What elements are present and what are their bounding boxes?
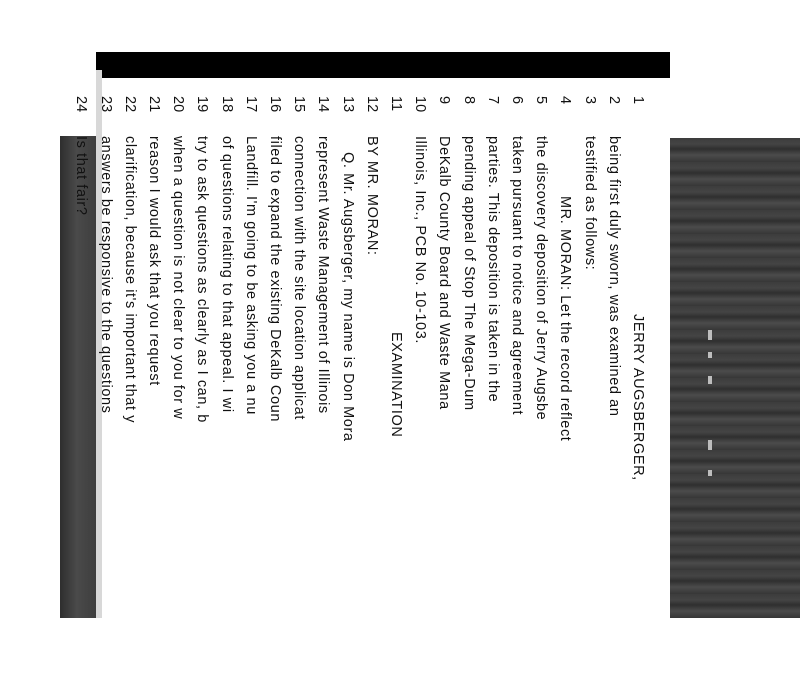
- line-text: try to ask questions as clearly as I can, b: [194, 136, 211, 423]
- transcript-line: [287, 96, 311, 696]
- transcript-line: [553, 96, 577, 696]
- line-number: 11: [388, 96, 404, 112]
- transcript-text-block: [73, 96, 650, 696]
- line-number: 10: [412, 96, 429, 113]
- line-text: reason I would ask that you request: [146, 136, 162, 386]
- transcript-line: [311, 96, 335, 696]
- line-number: 3: [581, 96, 598, 105]
- transcript-line: [166, 96, 190, 696]
- line-text: DeKalb County Board and Waste Mana: [436, 136, 453, 410]
- transcript-line: [408, 96, 432, 696]
- line-text: testified as follows:: [581, 136, 598, 271]
- line-text: Q. Mr. Augsberger, my name is Don Mora: [339, 152, 356, 442]
- line-number: 17: [242, 96, 259, 113]
- transcript-line: [578, 96, 602, 696]
- line-text: the discovery deposition of Jerry Augsbe: [533, 136, 550, 421]
- transcript-line: [336, 96, 360, 696]
- line-number: 12: [363, 96, 380, 113]
- transcript-line: [215, 96, 239, 696]
- line-number: 4: [557, 96, 574, 105]
- line-number: 8: [460, 96, 477, 105]
- line-number: 9: [436, 96, 453, 105]
- line-number: 20: [170, 96, 187, 113]
- line-number: 16: [267, 96, 283, 113]
- line-text: of questions relating to that appeal. I wi: [218, 136, 235, 413]
- transcript-line: [457, 96, 481, 696]
- line-number: 7: [484, 96, 501, 105]
- line-number: 23: [97, 96, 114, 113]
- line-number: 14: [315, 96, 332, 113]
- transcript-line: [602, 96, 626, 696]
- line-text: MR. MORAN: Let the record reflect: [557, 196, 574, 442]
- transcript-line: [384, 96, 408, 696]
- transcript-line: [142, 96, 166, 696]
- line-number: 21: [146, 96, 162, 113]
- line-text: Is that fair?: [73, 136, 90, 216]
- transcript-line: [481, 96, 505, 696]
- line-number: 22: [121, 96, 138, 113]
- line-text: taken pursuant to notice and agreement: [509, 136, 525, 416]
- line-number: 2: [605, 96, 622, 105]
- line-number: 15: [291, 96, 308, 113]
- line-text: when a question is not clear to you for w: [170, 136, 187, 420]
- line-text: pending appeal of Stop The Mega-Dum: [460, 136, 477, 411]
- page-scan-top-edge: [96, 52, 670, 78]
- transcript-line: [263, 96, 287, 696]
- line-number: 18: [218, 96, 235, 113]
- line-text: Illinois, Inc., PCB No. 10-103.: [412, 136, 429, 344]
- line-number: 13: [339, 96, 356, 113]
- line-text: answers be responsive to the questions: [97, 136, 114, 414]
- line-text: Landfill. I'm going to be asking you a nu: [242, 136, 259, 415]
- line-text: clarification, because it's important that y: [121, 136, 138, 424]
- line-text: being first duly sworn, was examined an: [605, 136, 622, 417]
- line-text: parties. This deposition is taken in the: [484, 136, 501, 403]
- transcript-line: [190, 96, 214, 696]
- transcript-line: [529, 96, 553, 696]
- transcript-line: [94, 96, 118, 696]
- line-text: JERRY AUGSBERGER,: [630, 314, 646, 481]
- transcript-line: [360, 96, 384, 696]
- line-number: 19: [194, 96, 211, 113]
- line-number: 24: [73, 96, 90, 113]
- transcript-line: [626, 96, 650, 696]
- line-number: 6: [509, 96, 525, 105]
- line-text: BY MR. MORAN:: [363, 136, 380, 256]
- line-text: filed to expand the existing DeKalb Coun: [267, 136, 283, 422]
- line-text: EXAMINATION: [388, 332, 404, 438]
- transcript-line: [239, 96, 263, 696]
- line-text: represent Waste Management of Illinois: [315, 136, 332, 414]
- transcript-line: [69, 96, 93, 696]
- line-text: connection with the site location applicat: [291, 136, 308, 420]
- line-number: 1: [630, 96, 646, 105]
- transcript-line: [432, 96, 456, 696]
- scanner-noise-marks: [700, 330, 720, 500]
- scanner-background-right: [668, 138, 800, 618]
- transcript-line: [505, 96, 529, 696]
- transcript-line: [118, 96, 142, 696]
- line-number: 5: [533, 96, 550, 105]
